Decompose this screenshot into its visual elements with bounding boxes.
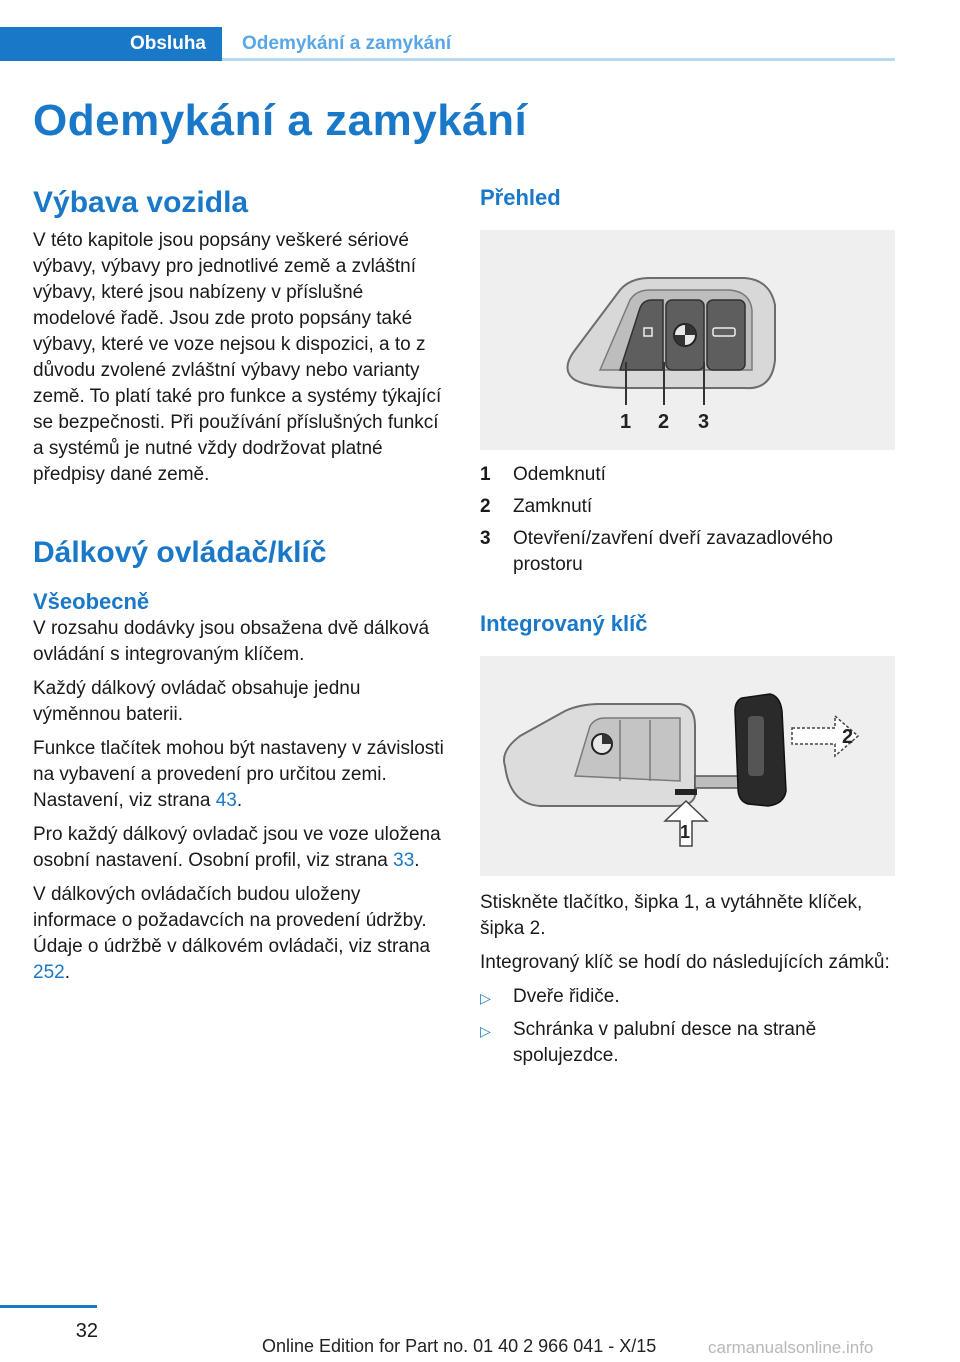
list-item xyxy=(480,984,895,1011)
integrated-key-p2: Integrovaný klíč se hodí do následujících zámků: xyxy=(480,952,890,973)
general-heading: Všeobecně xyxy=(33,589,150,614)
remote-p4-end: . xyxy=(414,850,420,871)
remote-heading: Dálkový ovládač/klíč xyxy=(33,536,327,569)
equipment-text: V této kapitole jsou popsány veškeré sériové výbavy, výbavy pro jednotlivé země a zvláštní výbavy, které jsou nabízeny v příslušné modelové řadě. Jsou zde proto popsány také výbavy, které ve voze nejsou k dispozici, a to z důvodu zvolené zvláštní výbavy nebo varianty země. To platí také pro funkce a systémy týkající se bezpečnosti. Při používání příslušných funkcí a systémů je nutné vždy dodržovat platné předpisy dané země. xyxy=(33,230,442,485)
list-item xyxy=(480,462,895,488)
remote-p4-text: Pro každý dálkový ovladač jsou ve voze uložena osobní nastavení. Osobní profil, viz strana xyxy=(33,824,441,871)
figure-label-2: 2 xyxy=(658,411,670,433)
remote-p5-text: V dálkových ovládačích budou uloženy informace o požadavcích na provedení údržby. Údaje o údržbě v dálkovém ovládači, viz strana xyxy=(33,884,431,957)
integrated-key-p1: Stiskněte tlačítko, šipka 1, a vytáhněte klíček, šipka 2. xyxy=(480,892,863,939)
figure-arrow-label-1: 1 xyxy=(680,822,691,842)
remote-p3-end: . xyxy=(236,790,243,811)
item-text: Zamknutí xyxy=(513,496,593,517)
section-tab[interactable]: Obsluha xyxy=(0,27,222,61)
remote-p5-end: . xyxy=(64,962,70,983)
integrated-key-figure xyxy=(480,656,895,876)
remote-p3-text: Funkce tlačítek mohou být nastaveny v závislosti na vybavení a provedení pro určitou zemi. Nastavení, viz strana xyxy=(33,738,444,811)
header-bar xyxy=(0,27,895,61)
bullet-text: Schránka v palubní desce na straně spolujezdce. xyxy=(513,1019,817,1066)
header-rule xyxy=(222,58,895,61)
figure-label-1: 1 xyxy=(620,411,632,433)
remote-p2: Každý dálkový ovládač obsahuje jednu výměnnou baterii. xyxy=(33,678,361,725)
item-text: Odemknutí xyxy=(513,464,606,485)
list-item xyxy=(480,1017,895,1069)
triangle-bullet-icon: ▷ xyxy=(480,990,491,1006)
integrated-key-heading: Integrovaný klíč xyxy=(480,611,648,636)
equipment-heading: Výbava vozidla xyxy=(33,186,249,219)
edition-note: Online Edition for Part no. 01 40 2 966 041 - X/15 xyxy=(262,1336,657,1356)
button-legend-list xyxy=(480,462,895,578)
page-title: Odemykání a zamykání xyxy=(33,96,528,145)
item-number: 1 xyxy=(480,464,491,485)
figure-label-3: 3 xyxy=(698,411,710,433)
key-fob-illustration xyxy=(480,230,895,450)
item-number: 2 xyxy=(480,496,491,517)
bullet-text: Dveře řidiče. xyxy=(513,986,620,1007)
triangle-bullet-icon: ▷ xyxy=(480,1023,491,1039)
remote-p4 xyxy=(33,822,445,874)
key-overview-figure xyxy=(480,230,895,450)
list-item xyxy=(480,494,895,520)
overview-heading: Přehled xyxy=(480,185,561,210)
page-link-252[interactable]: 252 xyxy=(33,962,65,983)
lock-list xyxy=(480,984,895,1069)
item-text: Otevření/zavření dveří zavazadlového prostoru xyxy=(513,528,834,575)
remote-p5 xyxy=(33,882,445,986)
watermark: carmanualsonline.info xyxy=(708,1338,874,1357)
breadcrumb[interactable]: Odemykání a zamykání xyxy=(242,33,452,54)
figure-arrow-label-2: 2 xyxy=(842,726,854,748)
right-column xyxy=(480,184,895,1075)
page-link-43[interactable]: 43 xyxy=(215,790,237,811)
item-number: 3 xyxy=(480,528,491,549)
page-link-33[interactable]: 33 xyxy=(393,850,415,871)
remote-p3 xyxy=(33,736,445,814)
footer-rule xyxy=(0,1305,97,1308)
page-number: 32 xyxy=(75,1320,98,1342)
integrated-key-illustration xyxy=(480,656,895,876)
remote-p1: V rozsahu dodávky jsou obsažena dvě dálková ovládání s integrovaným klíčem. xyxy=(33,618,430,665)
left-column xyxy=(33,184,445,994)
list-item xyxy=(480,526,895,578)
